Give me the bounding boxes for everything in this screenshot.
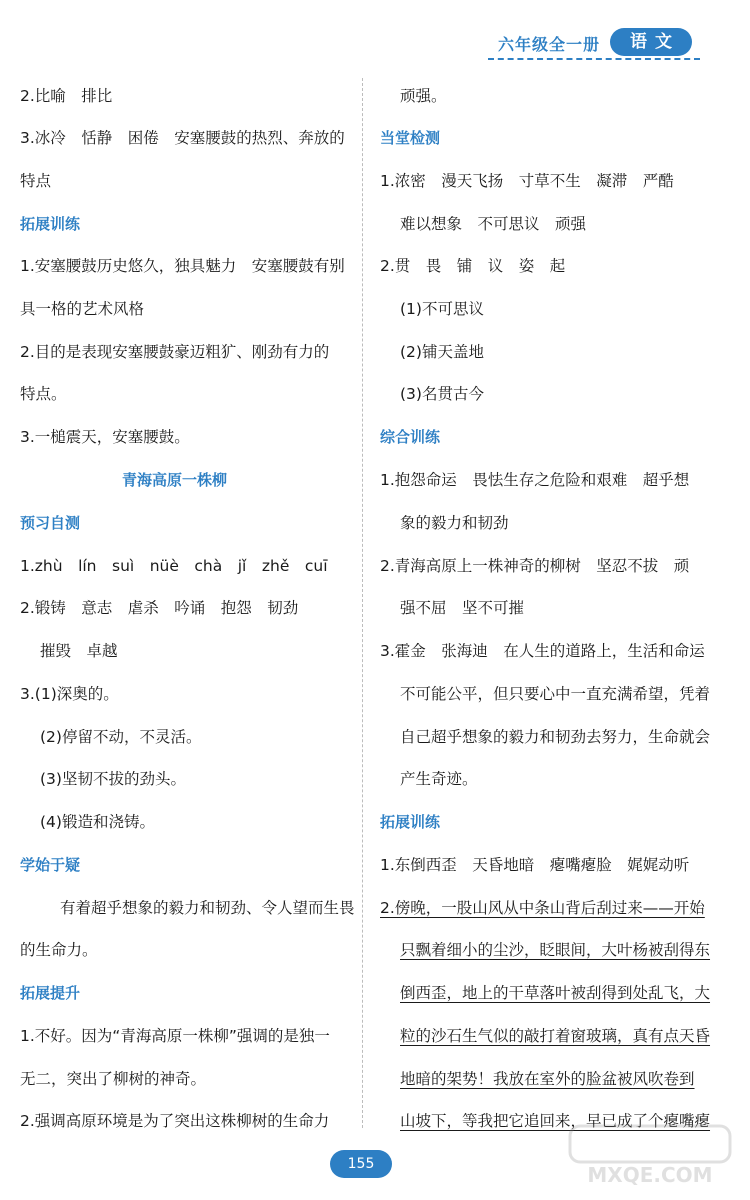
answer-line: 1.安塞腰鼓历史悠久，独具魅力 安塞腰鼓有别 [20,257,345,275]
watermark-logo [560,1120,740,1190]
answer-line: 有着超乎想象的毅力和韧劲、令人望而生畏 [60,899,355,917]
section-heading: 学始于疑 [20,856,81,874]
section-heading: 拓展提升 [20,984,81,1002]
answer-line: 自己超乎想象的毅力和韧劲去努力，生命就会 [400,728,711,746]
header-dash-line [488,58,700,60]
answer-line: 1.浓密 漫天飞扬 寸草不生 凝滞 严酷 [380,172,674,190]
answer-line: 无二，突出了柳树的神奇。 [20,1070,207,1088]
answer-line: 2.锻铸 意志 虐杀 吟诵 抱怨 韧劲 [20,599,299,617]
section-heading: 当堂检测 [380,129,441,147]
answer-line: 1.抱怨命运 畏怯生存之危险和艰难 超乎想 [380,471,690,489]
answer-line: 2.傍晚，一股山风从中条山背后刮过来——开始 [380,899,705,917]
subject-badge: 语文 [610,28,692,56]
section-heading: 拓展训练 [380,813,441,831]
answer-line: 顽强。 [400,87,447,105]
answer-line: (4)锻造和浇铸。 [40,813,155,831]
answer-line: (3)坚韧不拔的劲头。 [40,770,186,788]
answer-line: 产生奇迹。 [400,770,478,788]
answer-line: 1.不好。因为“青海高原一株柳”强调的是独一 [20,1027,330,1045]
answer-line: 3.冰冷 恬静 困倦 安塞腰鼓的热烈、奔放的 [20,129,345,147]
answer-line: 1.zhù lín suì nüè chà jǐ zhě cuī [20,557,328,575]
answer-line: 3.霍金 张海迪 在人生的道路上，生活和命运 [380,642,705,660]
answer-line: 摧毁 卓越 [40,642,118,660]
answer-line: 不可能公平，但只要心中一直充满希望，凭着 [400,685,711,703]
answer-line: 2.青海高原上一株神奇的柳树 坚忍不拔 顽 [380,557,690,575]
answer-line: (3)名贯古今 [400,385,484,403]
answer-line: 3.(1)深奥的。 [20,685,119,703]
answer-line: 1.东倒西歪 天昏地暗 瘪嘴瘪脸 娓娓动听 [380,856,690,874]
section-heading: 预习自测 [20,514,81,532]
answer-line: 难以想象 不可思议 顽强 [400,215,587,233]
answer-line: 2.比喻 排比 [20,87,113,105]
watermark-text: MXQE.COM [587,1163,713,1187]
answer-line: 特点 [20,172,52,190]
answer-line: 象的毅力和韧劲 [400,514,509,532]
answer-line: 2.贯 畏 铺 议 姿 起 [380,257,566,275]
answer-line: 强不屈 坚不可摧 [400,599,525,617]
section-heading: 综合训练 [380,428,441,446]
section-heading: 拓展训练 [20,215,81,233]
answer-line: (1)不可思议 [400,300,484,318]
lesson-title: 青海高原一株柳 [122,471,228,489]
answer-line: 只飘着细小的尘沙，眨眼间，大叶杨被刮得东 [400,941,711,959]
answer-line: 2.目的是表现安塞腰鼓豪迈粗犷、刚劲有力的 [20,343,330,361]
answer-line: 地暗的架势！我放在室外的脸盆被风吹卷到 [400,1070,695,1088]
answer-line: (2)铺天盖地 [400,343,484,361]
answer-line: 粒的沙石生气似的敲打着窗玻璃，真有点天昏 [400,1027,711,1045]
answer-line: 山坡下，等我把它追回来，早已成了个瘪嘴瘪 [400,1112,711,1130]
answer-line: 特点。 [20,385,67,403]
grade-label: 六年级全一册 [498,35,601,54]
answer-line: 2.强调高原环境是为了突出这株柳树的生命力 [20,1112,330,1130]
page-header [488,24,708,64]
answer-line: 具一格的艺术风格 [20,300,145,318]
answer-line: 的生命力。 [20,941,98,959]
answer-line: (2)停留不动，不灵活。 [40,728,202,746]
column-divider [362,78,363,1128]
answer-line: 3.一槌震天，安塞腰鼓。 [20,428,190,446]
page-number: 155 [330,1150,392,1178]
answer-line: 倒西歪，地上的干草落叶被刮得到处乱飞，大 [400,984,711,1002]
